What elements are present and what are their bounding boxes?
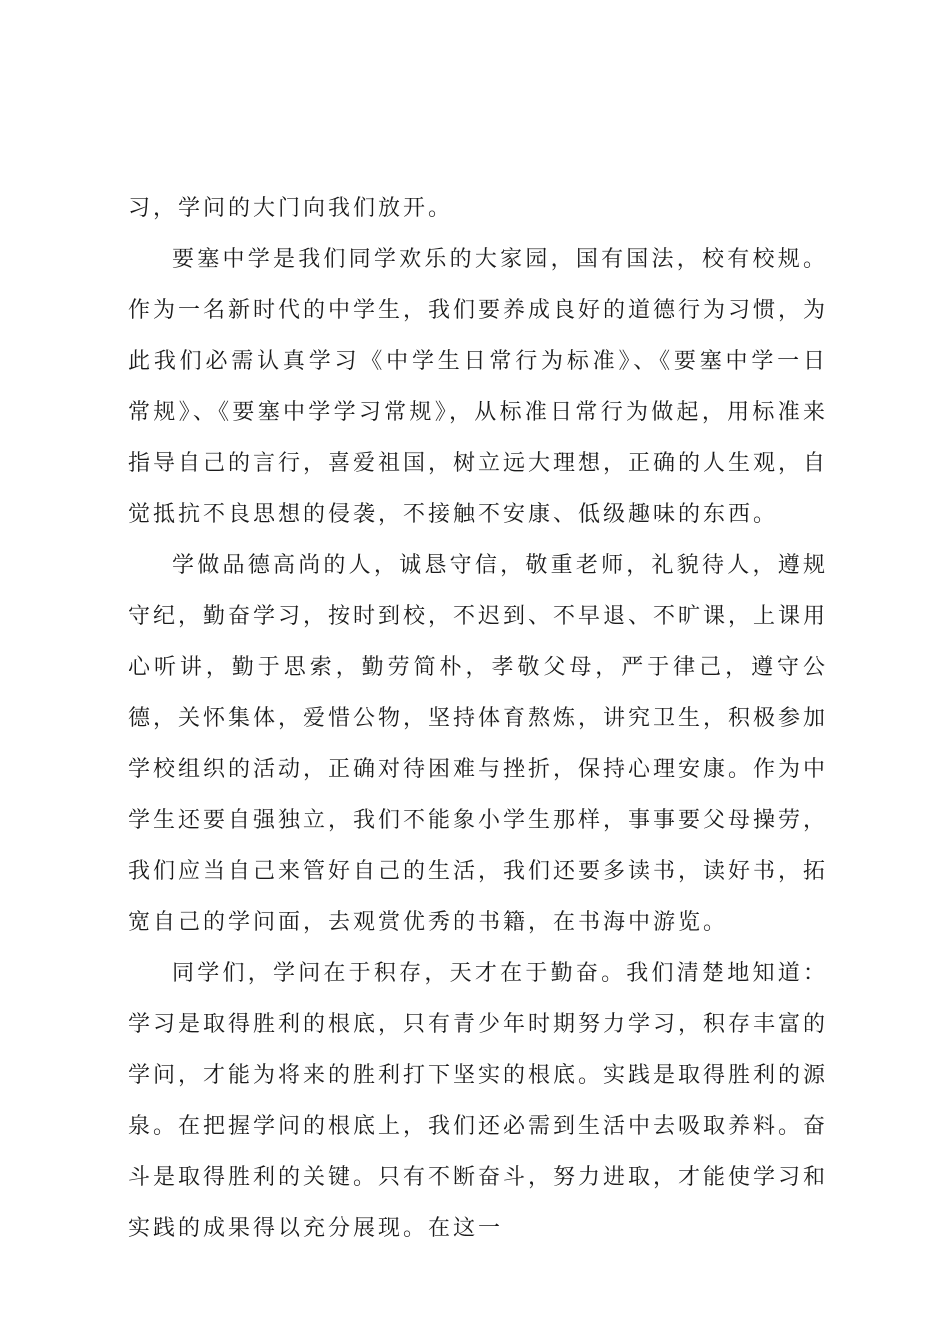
- paragraph-knowledge-diligence: 同学们，学问在于积存，天才在于勤奋。我们清楚地知道：学习是取得胜利的根底，只有青少年时期努力学习，积存丰富的学问，才能为将来的胜利打下坚实的根底。实践是取得胜利的源泉。在把握学问的根底上，我们还必需到生活中去吸取养料。奋斗是取得胜利的关键。只有不断奋斗，努力进取，才能使学习和实践的成果得以充分展现。在这一: [128, 961, 829, 1241]
- document-body: [128, 183, 828, 1254]
- paragraph-moral-character: 学做品德高尚的人，诚恳守信，敬重老师，礼貌待人，遵规守纪，勤奋学习，按时到校，不迟到、不早退、不旷课，上课用心听讲，勤于思索，勤劳简朴，孝敬父母，严于律己，遵守公德，关怀集体，爱惜公物，坚持体育熬炼，讲究卫生，积极参加学校组织的活动，正确对待困难与挫折，保持心理安康。作为中学生还要自强独立，我们不能象小学生那样，事事要父母操劳，我们应当自己来管好自己的生活，我们还要多读书，读好书，拓宽自己的学问面，去观赏优秀的书籍，在书海中游览。: [128, 553, 829, 935]
- paragraph-school-rules: 要塞中学是我们同学欢乐的大家园，国有国法，校有校规。作为一名新时代的中学生，我们要养成良好的道德行为习惯，为此我们必需认真学习《中学生日常行为标准》、《要塞中学一日常规》、《要塞中学学习常规》，从标准日常行为做起，用标准来指导自己的言行，喜爱祖国，树立远大理想，正确的人生观，自觉抵抗不良思想的侵袭，不接触不安康、低级趣味的东西。: [128, 247, 829, 527]
- paragraph-continuation: 习，学问的大门向我们放开。: [128, 196, 454, 221]
